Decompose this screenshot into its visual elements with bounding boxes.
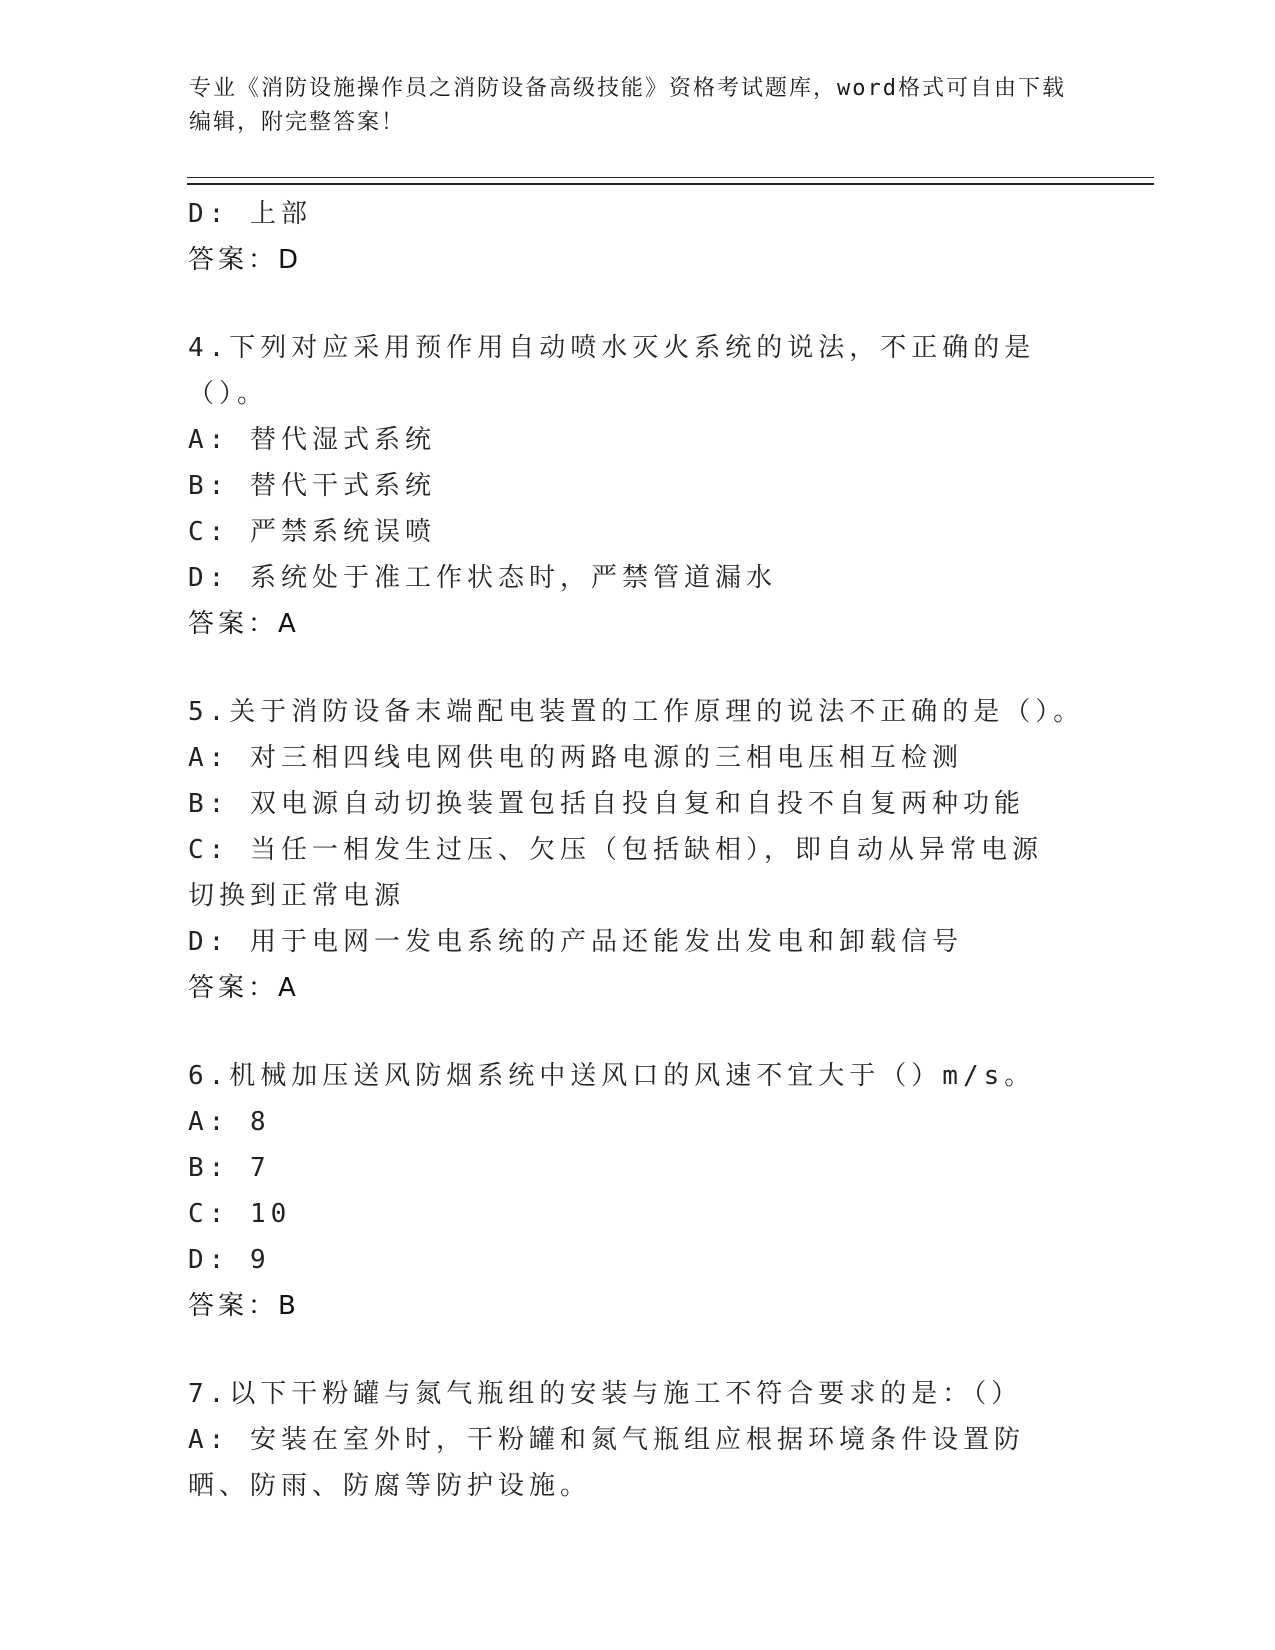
question-list [188, 191, 1088, 1509]
question-fragment [188, 191, 1088, 283]
option-d: D: 系统处于准工作状态时，严禁管道漏水 [188, 563, 777, 593]
answer: 答案：B [188, 1291, 300, 1321]
question-stem: 4.下列对应采用预作用自动喷水灭火系统的说法，不正确的是（）。 [188, 333, 1036, 409]
question-stem: 7.以下干粉罐与氮气瓶组的安装与施工不符合要求的是：（） [188, 1379, 1023, 1409]
option-b: B: 双电源自动切换装置包括自投自复和自投不自复两种功能 [188, 789, 1025, 819]
option-a: A: 对三相四线电网供电的两路电源的三相电压相互检测 [188, 743, 963, 773]
option-a: A: 替代湿式系统 [188, 425, 436, 455]
option-c: C: 严禁系统误喷 [188, 517, 436, 547]
header-rule-thick [187, 183, 1154, 185]
question-7 [188, 1371, 1088, 1509]
option-b: B: 替代干式系统 [188, 471, 436, 501]
answer: 答案：D [188, 245, 303, 275]
question-6 [188, 1053, 1088, 1329]
answer: 答案：A [188, 973, 300, 1003]
question-stem: 5.关于消防设备末端配电装置的工作原理的说法不正确的是（）。 [188, 697, 1085, 727]
question-4 [188, 325, 1088, 647]
header-rule-thin [187, 177, 1154, 178]
answer: 答案：A [188, 609, 300, 639]
header-text: 专业《消防设施操作员之消防设备高级技能》资格考试题库，word格式可自由下载编辑，附完整答案！ [189, 76, 1066, 135]
option-c: C: 10 [188, 1199, 292, 1229]
option-c: C: 当任一相发生过压、欠压（包括缺相），即自动从异常电源切换到正常电源 [188, 835, 1043, 911]
document-header [189, 72, 1069, 140]
option-d: D: 用于电网一发电系统的产品还能发出发电和卸载信号 [188, 927, 963, 957]
option-d: D: 9 [188, 1245, 271, 1275]
option-d: D: 上部 [188, 199, 312, 229]
question-5 [188, 689, 1088, 1011]
question-stem: 6.机械加压送风防烟系统中送风口的风速不宜大于（）m/s。 [188, 1061, 1036, 1091]
option-b: B: 7 [188, 1153, 271, 1183]
option-a: A: 安装在室外时，干粉罐和氮气瓶组应根据环境条件设置防晒、防雨、防腐等防护设施。 [188, 1425, 1025, 1501]
option-a: A: 8 [188, 1107, 271, 1137]
